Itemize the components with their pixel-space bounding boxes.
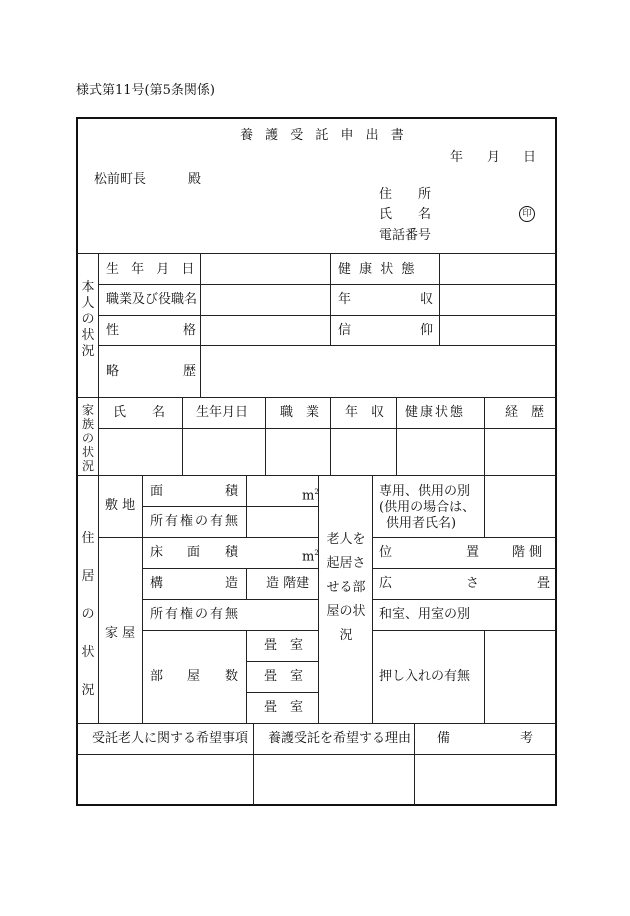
form-number: 様式第11号(第5条関係): [76, 83, 215, 98]
line: [484, 397, 485, 475]
floor-area-unit: $m^2$: [302, 549, 319, 565]
line: [77, 253, 556, 254]
floor-area-label-b: 面: [187, 545, 201, 560]
line: [396, 397, 397, 475]
house-label: 家 屋: [105, 626, 136, 641]
family-col-occupation: 職 業: [280, 405, 320, 420]
shared-note-1: (供用の場合は、: [379, 500, 476, 515]
rooms-label-a: 部: [150, 669, 164, 684]
family-col-health: 健康状態: [405, 405, 466, 420]
remarks-label-a: 備: [437, 731, 451, 746]
size-label-a: 広: [379, 576, 393, 591]
closet-label: 押し入れの有無: [379, 669, 471, 684]
elder-room-label: 老人を起居させる部屋の状況: [326, 532, 366, 643]
remarks-label-b: 考: [520, 731, 534, 746]
exclusive-use-label: 専用、供用の別: [379, 484, 471, 499]
tatami-unit: 畳: [537, 576, 551, 591]
family-col-history: 経 歴: [505, 405, 545, 420]
line: [246, 568, 247, 599]
line: [142, 568, 318, 569]
wishes-label: 受託老人に関する希望事項: [92, 731, 249, 746]
income-label-b: 収: [420, 292, 434, 307]
reason-label: 養護受託を希望する理由: [268, 731, 412, 746]
belief-label-a: 信: [338, 323, 352, 338]
area-label-b: 積: [225, 484, 239, 499]
line: [98, 428, 556, 429]
line: [142, 599, 318, 600]
applicant-phone-label: 電話番号: [379, 228, 432, 243]
structure-label-b: 造: [225, 576, 239, 591]
position-label-b: 置: [466, 545, 480, 560]
line: [142, 630, 318, 631]
line: [439, 253, 440, 345]
line: [330, 253, 331, 345]
housing-section-label: 住居の状況: [81, 531, 95, 698]
personality-label-b: 格: [183, 323, 197, 338]
line: [414, 723, 415, 805]
line: [246, 475, 247, 537]
line: [98, 475, 99, 723]
date-day: 日: [523, 150, 537, 165]
line: [484, 475, 485, 537]
applicant-name-label: 氏 名: [379, 207, 432, 222]
honorific: 殿: [188, 172, 202, 187]
tatami-room-2: 畳 室: [264, 669, 304, 684]
line: [372, 568, 556, 569]
family-col-name: 氏 名: [113, 405, 166, 420]
history-label-a: 略: [106, 364, 120, 379]
area-label-a: 面: [150, 484, 164, 499]
line: [318, 475, 319, 723]
applicant-address-label: 住 所: [379, 187, 432, 202]
date-year: 年: [450, 150, 464, 165]
family-col-income: 年 収: [345, 405, 385, 420]
line: [142, 506, 318, 507]
rooms-label-c: 数: [225, 669, 239, 684]
site-label: 敷 地: [105, 498, 136, 513]
floor-area-label-a: 床: [150, 545, 164, 560]
birth-date-label: 生 年 月 日: [106, 262, 199, 277]
line: [77, 723, 556, 724]
family-col-birth: 生年月日: [196, 405, 249, 420]
line: [484, 630, 485, 723]
line: [98, 345, 556, 346]
house-ownership-label: 所有権の有無: [150, 607, 241, 622]
income-label-a: 年: [338, 292, 352, 307]
line: [330, 397, 331, 475]
history-label-b: 歴: [183, 364, 197, 379]
line: [200, 253, 201, 397]
line: [98, 537, 318, 538]
family-section-label: 家族の状況: [81, 403, 94, 473]
shared-note-2: 供用者氏名): [386, 516, 457, 531]
position-label-a: 位: [379, 545, 393, 560]
site-ownership-label: 所有権の有無: [150, 514, 241, 529]
personality-label-a: 性: [106, 323, 120, 338]
structure-label-a: 構: [150, 576, 164, 591]
line: [372, 599, 556, 600]
line: [142, 475, 143, 723]
line: [372, 537, 556, 538]
floor-side-value: 階 側: [512, 545, 543, 560]
form-title: 養 護 受 託 申 出 書: [240, 128, 408, 143]
line: [372, 630, 556, 631]
line: [98, 397, 99, 475]
rooms-label-b: 屋: [187, 669, 201, 684]
room-type-label: 和室、用室の別: [379, 607, 471, 622]
occupation-label: 職業及び役職名: [106, 292, 198, 307]
line: [98, 253, 99, 397]
tatami-room-1: 畳 室: [264, 638, 304, 653]
seal-mark: 印: [519, 206, 535, 222]
health-label: 健 康 状 態: [338, 262, 417, 277]
line: [77, 754, 556, 755]
line: [98, 315, 556, 316]
self-section-label: 本人の状況: [81, 280, 95, 359]
size-label-b: さ: [466, 576, 480, 591]
line: [253, 723, 254, 805]
structure-value: 造 階建: [266, 576, 310, 591]
line: [182, 397, 183, 475]
area-unit: $m^2$: [302, 488, 319, 504]
line: [246, 630, 247, 723]
tatami-room-3: 畳 室: [264, 700, 304, 715]
line: [372, 475, 373, 723]
addressee: 松前町長: [94, 172, 147, 187]
floor-area-label-c: 積: [225, 545, 239, 560]
belief-label-b: 仰: [420, 323, 434, 338]
line: [98, 284, 556, 285]
line: [246, 661, 318, 662]
line: [265, 397, 266, 475]
date-month: 月: [487, 150, 501, 165]
line: [246, 692, 318, 693]
